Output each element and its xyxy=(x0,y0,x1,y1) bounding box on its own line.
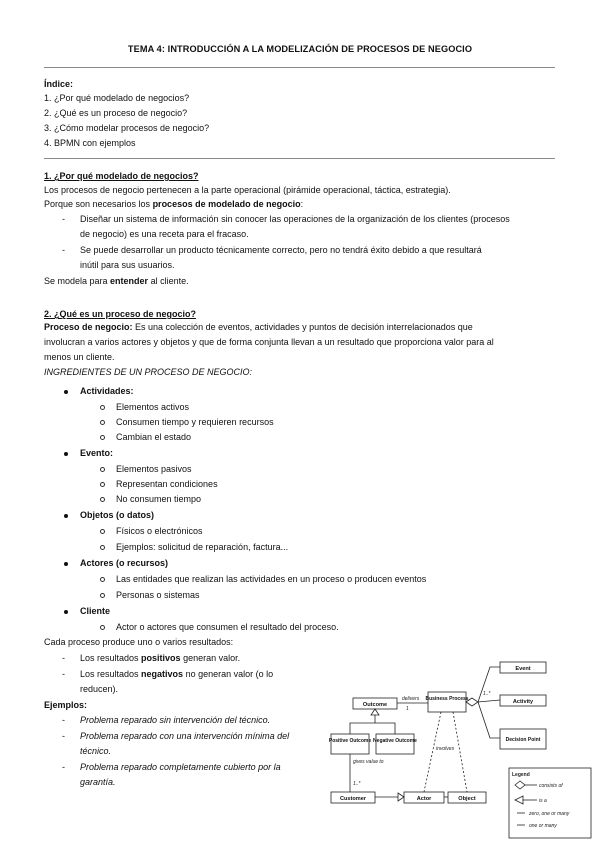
paragraph: Porque son necesarios los procesos de modelado de negocio: xyxy=(44,199,304,209)
dash-marker: - xyxy=(62,669,65,679)
sub-bullet xyxy=(100,497,105,502)
positive-outcome-label: Positive Outcome xyxy=(328,738,372,744)
list-item-text: Los resultados negativos no generan valor (o lo xyxy=(80,669,274,679)
index-item: 2. ¿Qué es un proceso de negocio? xyxy=(44,108,188,118)
definition: involucran a varios actores y objetos y que de forma conjunta llevan a un resultado que proporciona valor para al xyxy=(44,337,494,347)
definition: Proceso de negocio: Es una colección de eventos, actividades y puntos de decisión interrelacionados que xyxy=(44,322,473,332)
sub-item: Cambian el estado xyxy=(116,432,192,442)
business-process-label: Business Process xyxy=(425,696,469,702)
sub-bullet xyxy=(100,529,105,534)
legend-diamond xyxy=(515,781,525,789)
negative-outcome-box xyxy=(376,734,414,754)
sub-bullet xyxy=(100,482,105,487)
legend-title: Legend xyxy=(512,772,530,778)
bullet-dot xyxy=(64,390,68,394)
legend-triangle xyxy=(515,796,523,804)
multiplicity-label: 1..* xyxy=(483,691,491,697)
sub-item: Elementos activos xyxy=(116,402,190,412)
negative-link xyxy=(375,723,395,734)
paragraph: Se modela para entender al cliente. xyxy=(44,276,189,286)
dash-marker: - xyxy=(62,653,65,663)
divider xyxy=(44,67,555,68)
sub-bullet xyxy=(100,467,105,472)
sub-item: No consumen tiempo xyxy=(116,494,202,504)
list-item-text: reducen). xyxy=(80,684,119,694)
ingredients-heading: INGREDIENTES DE UN PROCESO DE NEGOCIO: xyxy=(44,367,253,377)
sub-bullet xyxy=(100,625,105,630)
list-item-text: Se puede desarrollar un producto técnicamente correcto, pero no tendrá éxito debido a que resultará xyxy=(80,245,482,255)
decision-point-label: Decision Point xyxy=(505,737,541,743)
bullet-dot xyxy=(64,452,68,456)
sub-item: Personas o sistemas xyxy=(116,590,200,600)
gives-value-label: gives value to xyxy=(353,759,384,765)
sub-item: Actor o actores que consumen el resultado del proceso. xyxy=(116,622,339,632)
multiplicity-label: 1..* xyxy=(353,781,361,787)
list-item-text: Los resultados positivos generan valor. xyxy=(80,653,241,663)
index-item: 3. ¿Cómo modelar procesos de negocio? xyxy=(44,123,210,133)
bullet-label: Evento: xyxy=(80,448,114,458)
sub-bullet xyxy=(100,577,105,582)
list-item-text: inútil para sus usuarios. xyxy=(80,260,175,270)
document-title: TEMA 4: INTRODUCCIÓN A LA MODELIZACIÓN DE PROCESOS DE NEGOCIO xyxy=(127,44,473,54)
section1-heading: 1. ¿Por qué modelado de negocios? xyxy=(44,171,199,181)
legend-consists-of: consists of xyxy=(539,783,563,789)
example-item: Problema reparado sin intervención del técnico. xyxy=(80,715,271,725)
dash-marker: - xyxy=(62,731,65,741)
customer-label: Customer xyxy=(339,796,367,802)
sub-item: Representan condiciones xyxy=(116,479,218,489)
activity-link xyxy=(478,700,500,702)
legend-zero-one-many: zero, one or many xyxy=(529,811,570,817)
dash-marker: - xyxy=(62,214,65,224)
inheritance-triangle xyxy=(371,709,379,715)
business-process-box xyxy=(428,692,466,712)
definition: menos un cliente. xyxy=(44,352,115,362)
involves-link xyxy=(424,712,441,792)
example-item: garantía. xyxy=(80,777,116,787)
legend-is-a: is a xyxy=(539,798,547,804)
bullet-dot xyxy=(64,610,68,614)
sub-item: Ejemplos: solicitud de reparación, factura... xyxy=(116,542,289,552)
bullet-label: Actores (o recursos) xyxy=(80,558,169,568)
event-label: Event xyxy=(515,666,531,672)
negative-outcome-label: Negative Outcome xyxy=(373,738,417,744)
paragraph: Cada proceso produce uno o varios resultados: xyxy=(44,637,234,647)
example-item: técnico. xyxy=(80,746,112,756)
sub-bullet xyxy=(100,405,105,410)
involves-link xyxy=(453,712,467,792)
sub-bullet xyxy=(100,435,105,440)
bullet-label: Cliente xyxy=(80,606,111,616)
object-label: Object xyxy=(458,796,476,802)
decision-link xyxy=(478,702,500,738)
activity-label: Activity xyxy=(512,699,534,705)
bullet-label: Actividades: xyxy=(80,386,134,396)
paragraph: Los procesos de negocio pertenecen a la parte operacional (pirámide operacional, táctica, estrategia). xyxy=(44,185,451,195)
dash-marker: - xyxy=(62,715,65,725)
list-item-text: Diseñar un sistema de información sin conocer las operaciones de la organización de los clientes (procesos xyxy=(80,214,510,224)
list-item-text: de negocio) es una receta para el fracaso. xyxy=(80,229,249,239)
sub-item: Consumen tiempo y requieren recursos xyxy=(116,417,274,427)
involves-label: involves xyxy=(436,746,455,752)
index-item: 1. ¿Por qué modelado de negocios? xyxy=(44,93,190,103)
multiplicity-label: 1 xyxy=(406,706,409,712)
sub-bullet xyxy=(100,593,105,598)
example-item: Problema reparado completamente cubierto por la xyxy=(80,762,281,772)
positive-outcome-box xyxy=(328,734,372,754)
bullet-label: Objetos (o datos) xyxy=(80,510,154,520)
sub-bullet xyxy=(100,420,105,425)
outcome-label: Outcome xyxy=(362,702,388,708)
divider xyxy=(44,158,555,159)
index-item: 4. BPMN con ejemplos xyxy=(44,138,136,148)
bullet-dot xyxy=(64,562,68,566)
sub-item: Elementos pasivos xyxy=(116,464,192,474)
sub-item: Las entidades que realizan las actividades en un proceso o producen eventos xyxy=(116,574,427,584)
bullet-dot xyxy=(64,514,68,518)
dash-marker: - xyxy=(62,245,65,255)
positive-link xyxy=(350,715,375,734)
inheritance-triangle xyxy=(398,793,404,801)
actor-label: Actor xyxy=(416,796,432,802)
index-heading: Índice: xyxy=(44,79,74,89)
example-item: Problema reparado con una intervención mínima del xyxy=(80,731,290,741)
delivers-label: delivers xyxy=(402,696,420,702)
section2-heading: 2. ¿Qué es un proceso de negocio? xyxy=(44,309,197,319)
legend-one-or-many: one or many xyxy=(529,823,557,829)
business-process-diagram xyxy=(325,655,595,840)
sub-bullet xyxy=(100,545,105,550)
dash-marker: - xyxy=(62,762,65,772)
sub-item: Físicos o electrónicos xyxy=(116,526,203,536)
examples-heading: Ejemplos: xyxy=(44,700,88,710)
